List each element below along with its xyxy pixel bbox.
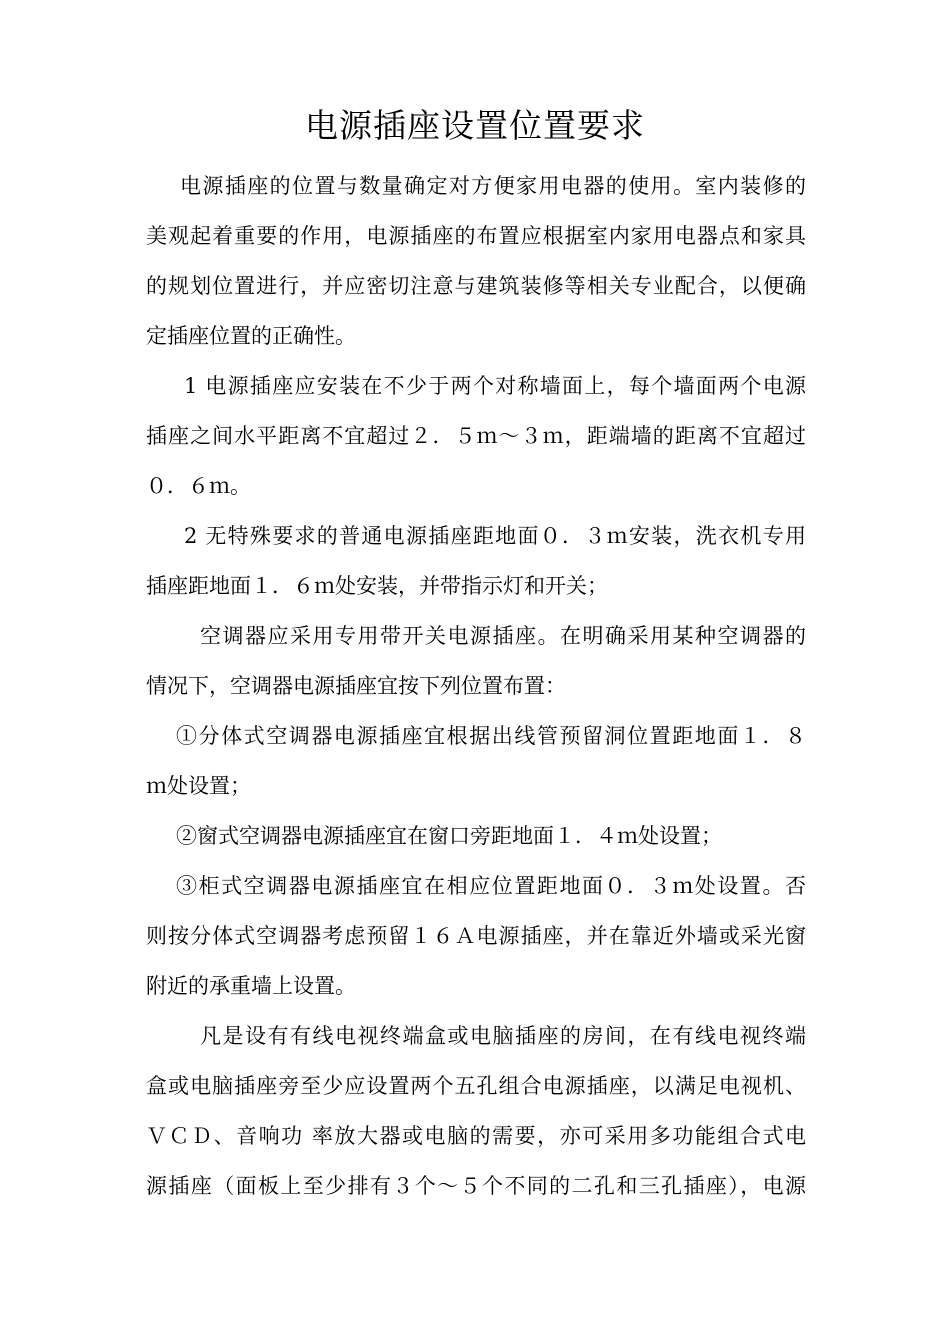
text-line: 凡是设有有线电视终端盒或电脑插座的房间，在有线电视终端 [200, 1024, 806, 1048]
text-line: ②窗式空调器电源插座宜在窗口旁距地面１．４ｍ处设置； [176, 824, 722, 848]
document-title: 电源插座设置位置要求 [305, 106, 645, 145]
text-line: 附近的承重墙上设置。 [146, 974, 356, 998]
text-line: 定插座位置的正确性。 [146, 324, 356, 348]
text-line: 情况下，空调器电源插座宜按下列位置布置： [146, 674, 566, 698]
text-line: 的规划位置进行，并应密切注意与建筑装修等相关专业配合，以便确 [146, 274, 806, 298]
text-line: ｍ处设置； [146, 774, 251, 798]
text-line: 美观起着重要的作用，电源插座的布置应根据室内家用电器点和家具 [146, 224, 806, 248]
text-line: 插座距地面１．６ｍ处安装，并带指示灯和开关； [146, 574, 608, 598]
text-line: 空调器应采用专用带开关电源插座。在明确采用某种空调器的 [200, 624, 806, 648]
text-line: 2 无特殊要求的普通电源插座距地面０．３ｍ安装，洗衣机专用 [184, 524, 806, 548]
text-line: 盒或电脑插座旁至少应设置两个五孔组合电源插座，以满足电视机、 [146, 1074, 806, 1098]
text-line: 电源插座的位置与数量确定对方便家用电器的使用。室内装修的 [180, 174, 806, 198]
text-line: ③柜式空调器电源插座宜在相应位置距地面０．３ｍ处设置。否 [176, 874, 806, 898]
text-line: 源插座（面板上至少排有３个～５个不同的二孔和三孔插座），电源 [146, 1174, 806, 1198]
text-line: ０．６ｍ。 [146, 474, 251, 498]
text-line: 插座之间水平距离不宜超过２．５ｍ～３ｍ，距端墙的距离不宜超过 [146, 424, 806, 448]
text-line: 则按分体式空调器考虑预留１６Ａ电源插座，并在靠近外墙或采光窗 [146, 924, 806, 948]
text-line: ①分体式空调器电源插座宜根据出线管预留洞位置距地面１．８ [176, 724, 806, 748]
text-line: ＶＣＤ、音响功 率放大器或电脑的需要，亦可采用多功能组合式电 [146, 1124, 806, 1148]
text-line: 1 电源插座应安装在不少于两个对称墙面上，每个墙面两个电源 [184, 374, 806, 398]
